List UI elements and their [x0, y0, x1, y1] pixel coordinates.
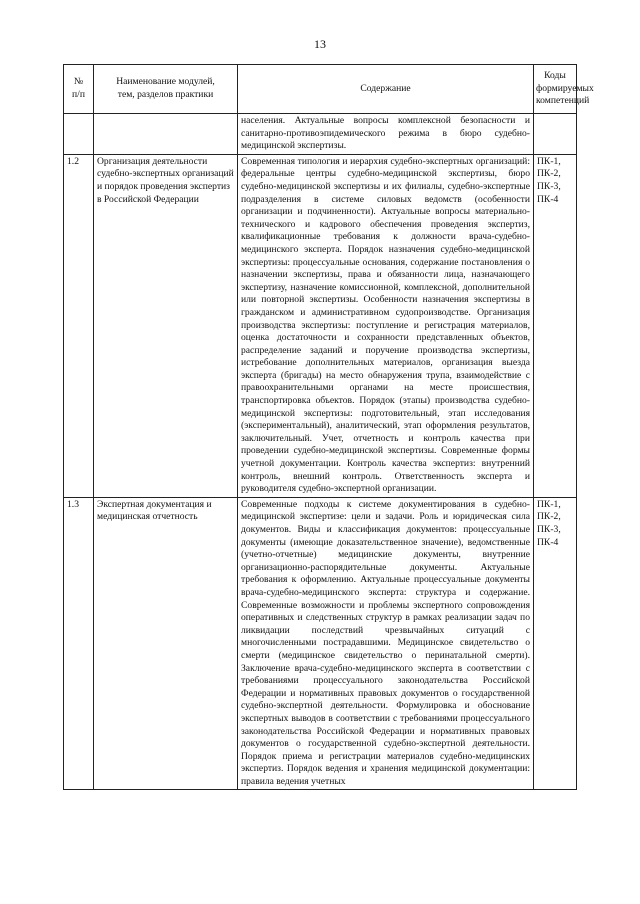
row-number	[64, 114, 94, 155]
row-content: Современные подходы к системе документирования в судебно-медицинской экспертизе: цели и задачи. Роль и юридическая сила документов. Виды и классификация документов: процессуальные документы (имеющие доказательственное значение), ведомственные (учетно-отчетные) медицинские документы, внутренние организационно-распорядительные документы. Актуальные требования к оформлению. Актуальные процессуальные документы врача-судебно-медицинского эксперта: структура и содержание. Современные возможности и проблемы экспертного сопровождения оперативных и следственных структур в рамках реализации задач по ликвидации последствий чрезвычайных ситуаций с многочисленными пострадавшими. Медицинское свидетельство о смерти (медицинское свидетельство о перинатальной смерти). Заключение врача-судебно-медицинского эксперта в соответствии с требованиями процессуального законодательства Российской Федерации и нормативных правовых документов о государственной судебно-экспертной деятельности. Формулировка и обоснование экспертных выводов в соответствии с требованиями процессуального законодательства Российской Федерации и нормативных правовых документов о государственной судебно-экспертной деятельности. Порядок приема и регистрации материалов судебно-медицинских экспертиз. Порядок ведения и хранения медицинской документации: правила ведения учетных	[238, 497, 534, 790]
row-number: 1.2	[64, 154, 94, 497]
header-module-name: Наименование модулей, тем, разделов практики	[94, 65, 238, 114]
curriculum-table	[63, 64, 594, 790]
row-codes: ПК-1, ПК-2, ПК-3, ПК-4	[534, 154, 577, 497]
row-content: Современная типология и иерархия судебно-экспертных организаций: федеральные центры судебно-медицинской экспертизы, бюро судебно-медицинской экспертизы и их филиалы, судебно-экспертные подразделения в системе силовых ведомств (особенности организации и подчиненности). Актуальные вопросы материально-технического и кадрового обеспечения проведения экспертиз, квалификационные требования к должности врача-судебно-медицинского эксперта. Порядок назначения судебно-медицинской экспертизы: процессуальные основания, содержание постановления о назначении экспертизы, права и обязанности лица, назначающего экспертизу, назначение комиссионной, комплексной, дополнительной или повторной экспертизы. Особенности назначения экспертизы в гражданском и административном судопроизводстве. Организация производства экспертизы: поступление и регистрация материалов, оценка достаточности и сохранности представленных объектов, распределение заданий и поручение производства экспертизы, истребование дополнительных материалов, организация выезда эксперта (бригады) на место обнаружения трупа, взаимодействие с правоохранительными органами на месте происшествия, транспортировка объектов. Порядок (этапы) производства судебно-медицинской экспертизы: подготовительный, этап исследования (экспериментальный), аналитический, этап оформления результатов, заключительный. Учет, отчетность и контроль качества при проведении судебно-медицинской экспертизы. Современные формы учетной документации. Контроль качества экспертиз: внутренний контроль, внешний контроль. Ответственность эксперта и руководителя судебно-экспертной организации.	[238, 154, 534, 497]
row-content: населения. Актуальные вопросы комплексной безопасности и санитарно-противоэпидемического режима в бюро судебно-медицинской экспертизы.	[238, 114, 534, 155]
row-module-name: Экспертная документация и медицинская отчетность	[94, 497, 238, 790]
table-row	[64, 114, 577, 155]
table-row	[64, 497, 577, 790]
page-number: 13	[314, 37, 326, 51]
row-module-name: Организация деятельности судебно-экспертных организаций и порядок проведения экспертиз в Российской Федерации	[94, 154, 238, 497]
table-header-row	[64, 65, 577, 114]
header-number: № п/п	[64, 65, 94, 114]
row-codes: ПК-1, ПК-2, ПК-3, ПК-4	[534, 497, 577, 790]
row-module-name	[94, 114, 238, 155]
row-number: 1.3	[64, 497, 94, 790]
header-content: Содержание	[238, 65, 534, 114]
table-row	[64, 154, 577, 497]
row-codes	[534, 114, 577, 155]
header-competence-codes: Коды формируемых компетенций	[534, 65, 577, 114]
